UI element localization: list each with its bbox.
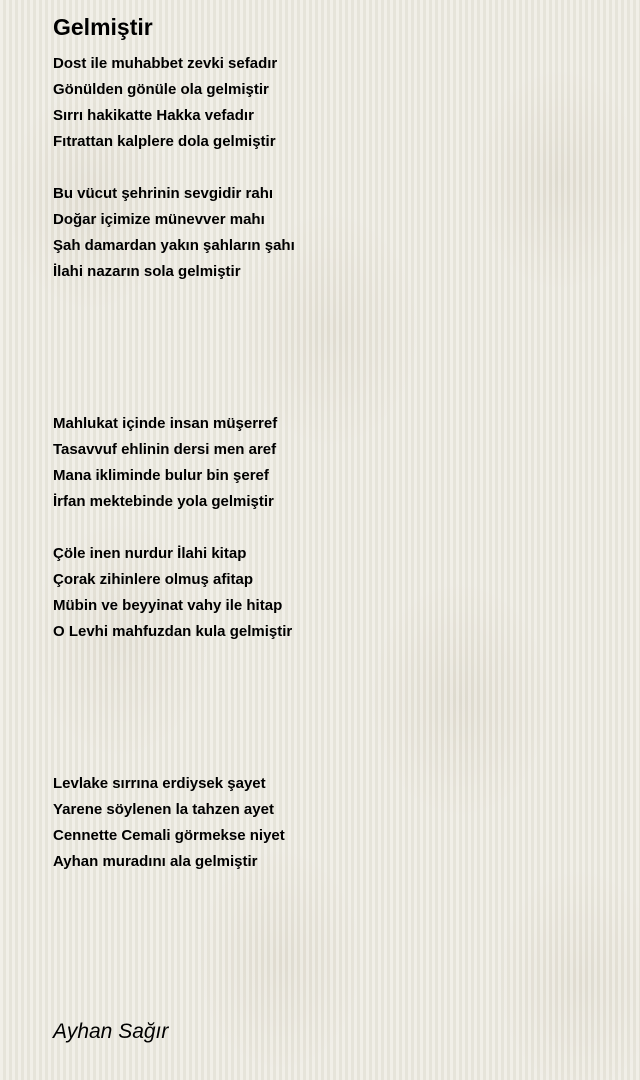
poem-line: Levlake sırrına erdiysek şayet — [53, 775, 266, 792]
poem-title: Gelmiştir — [53, 14, 153, 40]
poem-line: Cennette Cemali görmekse niyet — [53, 827, 285, 844]
poem-line: Mübin ve beyyinat vahy ile hitap — [53, 597, 283, 614]
poem-line: Şah damardan yakın şahların şahı — [53, 237, 295, 254]
poem-line: Tasavvuf ehlinin dersi men aref — [53, 441, 277, 458]
stanza-2 — [53, 181, 295, 285]
poem-line: İrfan mektebinde yola gelmiştir — [53, 493, 274, 510]
poem-line: Çorak zihinlere olmuş afitap — [53, 571, 254, 588]
poem-line: Doğar içimize münevver mahı — [53, 211, 265, 228]
poem-line: Gönülden gönüle ola gelmiştir — [53, 81, 269, 98]
poem-line: Sırrı hakikatte Hakka vefadır — [53, 107, 254, 124]
poem-author: Ayhan Sağır — [53, 1020, 169, 1043]
poem-line: O Levhi mahfuzdan kula gelmiştir — [53, 623, 293, 640]
poem-line: Dost ile muhabbet zevki sefadır — [53, 55, 278, 72]
poem-line: Yarene söylenen la tahzen ayet — [53, 801, 274, 818]
stanza-4 — [53, 541, 292, 645]
poem-line: Fıtrattan kalplere dola gelmiştir — [53, 133, 276, 150]
poem-line: Bu vücut şehrinin sevgidir rahı — [53, 185, 274, 202]
stanza-5 — [53, 771, 285, 875]
poem-line: Mahlukat içinde insan müşerref — [53, 415, 278, 432]
poem-line: Mana ikliminde bulur bin şeref — [53, 467, 269, 484]
stanza-3 — [53, 411, 277, 515]
stanza-1 — [53, 51, 277, 155]
poem-line: Çöle inen nurdur İlahi kitap — [53, 545, 247, 562]
poem-line: İlahi nazarın sola gelmiştir — [53, 263, 241, 280]
poem-line: Ayhan muradını ala gelmiştir — [53, 853, 258, 870]
